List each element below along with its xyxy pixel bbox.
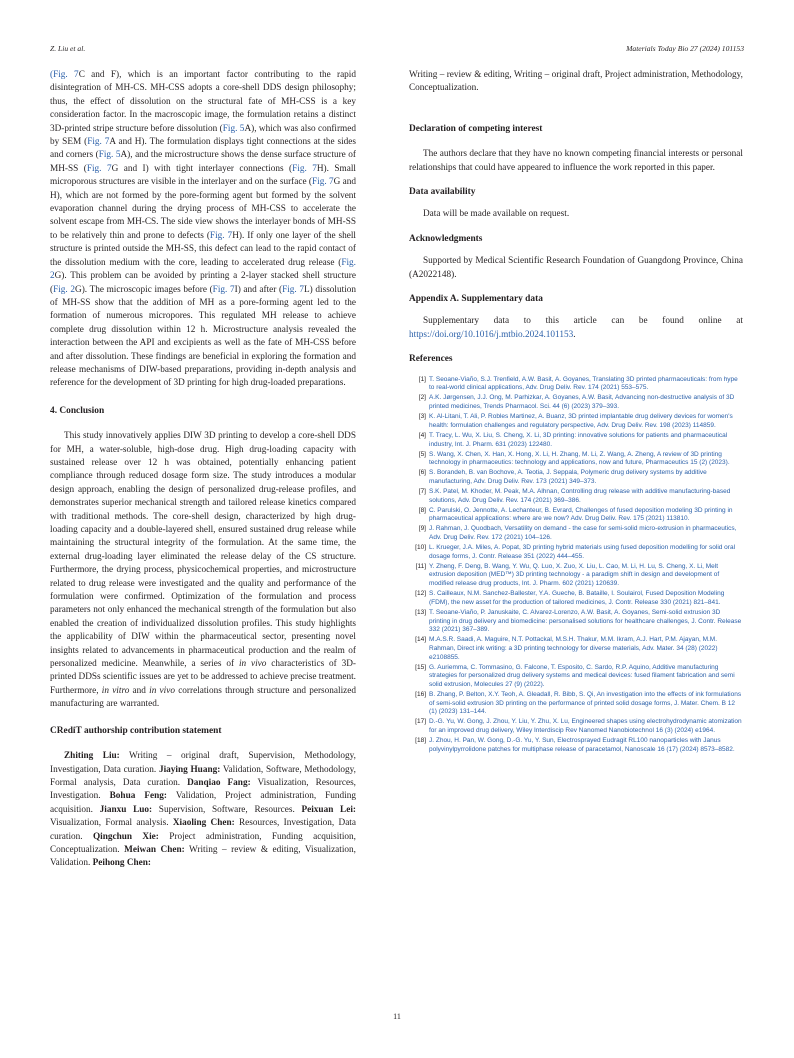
- reference-number: [4]: [418, 431, 426, 439]
- reference-link[interactable]: K. Al-Litani, T. Ali, P. Robles Martinez, A. Buanz, 3D printed implantable drug delivery devices for women's health: formulation challenges and regulatory perspective, Adv. Drug Deliv. Rev. 198 (2023) 114859.: [429, 413, 733, 429]
- credit-paragraph-continued: Writing – review & editing, Writing – original draft, Project administration, Methodology, Conceptualization.: [409, 70, 743, 94]
- italic-term: in vivo: [238, 659, 267, 670]
- text-run: Validation, Software, Methodology, Formal analysis, Data curation.: [50, 764, 356, 788]
- text-run: Resources, Investigation, Data curation.: [50, 818, 356, 842]
- author-name: Peixuan Lei:: [301, 804, 356, 815]
- text-run: L) dissolution of MH-SS show that the addition of MH as a pore-forming agent led to the formation of numerous micropores. This regulated MH release to achieve complete drug dissolution within 12 h. Microstructure analysis revealed the interaction between the API and excipients as well as the fate of MH-CSS before and after dissolution. These findings are beneficial in exploring the formation and release mechanisms of DIW-based preparations, providing in-depth analysis and reference for the development of 3D printing for high drug-loaded preparations.: [50, 284, 357, 389]
- text-run: Validation, Project administration, Funding acquisition.: [50, 791, 356, 815]
- text-run: A and H). The formulation displays tight connections at the sides and corners (: [50, 137, 356, 161]
- references-heading: References: [409, 354, 453, 365]
- text-run: I) and after (: [234, 284, 283, 295]
- text-run: G). The microscopic images before (: [75, 284, 213, 295]
- author-name: Zhiting Liu:: [64, 751, 120, 762]
- reference-item: [409, 590, 743, 607]
- competing-interest-text: The authors declare that they have no known competing financial interests or personal relationships that could have appeared to influence the work reported in this paper.: [409, 149, 743, 173]
- data-availability-heading: Data availability: [409, 187, 476, 198]
- reference-link[interactable]: T. Seoane-Viaño, S.J. Trenfield, A.W. Basit, A. Goyanes, Translating 3D printed pharmaceuticals: from hype to real-world clinical applications, Adv. Drug Deliv. Rev. 174 (2021) 553–575.: [429, 375, 738, 392]
- reference-item: [409, 691, 743, 717]
- reference-number: [6]: [418, 469, 426, 477]
- reference-link[interactable]: C. Parulski, O. Jennotte, A. Lechanteur, B. Evrard, Challenges of fused deposition modeling 3D printing in pharmaceutical applications: where are we now? Adv. Drug Deliv. Rev. 175 (2021) 113810.: [429, 506, 733, 523]
- reference-item: [409, 609, 743, 635]
- reference-link[interactable]: T. Seoane-Viaño, P. Januskaite, C. Alvarez-Lorenzo, A.W. Basit, A. Goyanes, Semi-solid extrusion 3D printing in drug delivery and biomedicine: personalised solutions for healthcare challenges, J. Contr. Release 332 (2021) 367–389.: [429, 608, 742, 634]
- reference-item: [409, 432, 743, 449]
- text-run: Visualization, Resources, Investigation.: [50, 777, 356, 802]
- conclusion-heading: 4. Conclusion: [50, 405, 105, 416]
- text-run: .: [573, 329, 576, 340]
- reference-number: [12]: [415, 590, 426, 598]
- author-name: Meiwan Chen:: [124, 844, 185, 855]
- cross-reference-link[interactable]: Fig. 2: [53, 284, 76, 295]
- text-run: Visualization, Formal analysis.: [50, 818, 173, 829]
- text-run: G and H), which are not formed by the pore-forming agent but formed by the solvent evaporation channel during the drying process of MH-CSS to accelerate the solvent escape from MH-CS. The side view shows the interlayer bonds of MH-SS to be relatively thin and prone to defects (: [50, 177, 356, 241]
- cross-reference-link[interactable]: Fig. 7: [86, 163, 112, 174]
- reference-item: [409, 563, 743, 589]
- reference-number: [10]: [415, 544, 426, 552]
- cross-reference-link[interactable]: Fig. 5: [98, 150, 121, 161]
- reference-link[interactable]: T. Tracy, L. Wu, X. Liu, S. Cheng, X. Li, 3D printing: innovative solutions for patients and pharmaceutical industry, Int. J. Pharm. 631 (2023) 122480.: [429, 431, 728, 448]
- acknowledgments-heading: Acknowledgments: [409, 233, 483, 244]
- reference-item: [409, 394, 743, 411]
- data-availability-text: Data will be made available on request.: [423, 209, 570, 220]
- reference-item: [409, 469, 743, 486]
- running-head: [50, 44, 744, 58]
- text-run: H). Small microporous structures are visible in the interlayer and on the surface (: [50, 163, 356, 188]
- text-run: A), which was also confirmed by SEM (: [50, 123, 356, 148]
- running-head-authors: Z. Liu et al.: [50, 44, 86, 53]
- text-run: C and F), which is an important factor contributing to the rapid disintegration of MH-CS. MH-CSS adopts a core-shell DDS design philosophy; thus, the effect of dissolution on the structural fate of MH-CSS is a key consideration factor. In the macroscopic image, the formulation retains a distinct 3D-printed stripe structure before dissolution (: [50, 70, 357, 134]
- reference-link[interactable]: J. Zhou, H. Pan, W. Gong, D.-G. Yu, Y. Sun, Electrosprayed Eudragit RL100 nanoparticles with Janus polyvinylpyrrolidone patches for multiphase release of paracetamol, Nanoscale 16 (17) (2024) 8573–8582.: [429, 737, 735, 753]
- italic-term: in vivo: [149, 685, 175, 696]
- reference-link[interactable]: S.K. Patel, M. Khoder, M. Peak, M.A. Alhnan, Controlling drug release with additive manufacturing-based solutions, Adv. Drug Deliv. Rev. 174 (2021) 369–386.: [429, 487, 731, 504]
- text-run: Supplementary data to this article can be found online at: [423, 316, 743, 327]
- reference-number: [9]: [418, 525, 426, 533]
- italic-term: in vitro: [101, 685, 130, 696]
- reference-number: [1]: [418, 375, 426, 383]
- reference-item: [409, 413, 743, 430]
- text-run: Writing – review & editing, Visualization, Validation.: [50, 844, 356, 869]
- author-name: Jiaying Huang:: [158, 764, 221, 775]
- credit-paragraph: [50, 750, 356, 871]
- reference-item: [409, 636, 743, 662]
- text-run: This study innovatively applies DIW 3D printing to develop a core-shell DDS for MH, a water-soluble, high-dose drug. High drug-loading capacity with sustained release over 12 h was obtained, potentially enhancing patient compliance through reduced dosage form size. The study introduces a modular design approach, enabling the design of personalized drug-release profiles, and demonstrates superior mechanical strength and tailored release kinetics compared with traditional methods. The core-shell design, characterized by high drug-loading capacity and a double-layered shell, ensured sustained drug release while maintaining the structural integrity of the formulation. At the same time, the external drug-loading layer eliminated the release delay of the CS structure. Furthermore, the drying process, physicochemical properties, and microstructure related to drug release were investigated and the quality and performance of the formulation were confirmed. Optimization of the formulation and process parameters not only enhanced the mechanical strength of the formulation but also enabled the creation of individualized dissolution profiles. This study highlights the applicability of DIW within the pharmaceutical sector, presenting novel insights related to advancements in pharmaceutical production and the realm of personalized medicine. Meanwhile, a series of: [50, 431, 356, 670]
- credit-heading: CRediT authorship contribution statement: [50, 725, 222, 736]
- reference-number: [3]: [418, 413, 426, 421]
- reference-link[interactable]: S. Borandeh, B. van Bochove, A. Teotia, J. Seppala, Polymeric drug delivery systems by additive manufacturing, Adv. Drug Deliv. Rev. 173 (2021) 349–373.: [429, 469, 707, 485]
- reference-number: [8]: [418, 506, 426, 514]
- body-paragraph-structure: [50, 69, 356, 391]
- conclusion-paragraph: [50, 430, 356, 712]
- reference-link[interactable]: Y. Zheng, F. Deng, B. Wang, Y. Wu, Q. Luo, X. Zuo, X. Liu, L. Cao, M. Li, H. Lu, S. Cheng, X. Li, Melt extrusion deposition (MED™) 3D printing technology - a paradigm shift in design and development of modified release drug products, Int. J. Pharm. 602 (2021) 120639.: [429, 562, 720, 588]
- cross-reference-link[interactable]: Fig. 7: [209, 230, 233, 241]
- right-column: [409, 69, 743, 756]
- reference-link[interactable]: S. Wang, X. Chen, X. Han, X. Hong, X. Li, H. Zhang, M. Li, Z. Wang, A. Zheng, A review of 3D printing technology in pharmaceutics: technology and applications, now and future, Pharmaceutics 15 (2) (2023).: [429, 450, 730, 467]
- running-head-journal: Materials Today Bio 27 (2024) 101153: [626, 44, 744, 53]
- text-run: correlations through structure and personalized manufacturing are warranted.: [50, 685, 356, 710]
- acknowledgments-text: Supported by Medical Scientific Research Foundation of Guangdong Province, China (A2022148).: [409, 256, 743, 280]
- reference-link[interactable]: S. Cailleaux, N.M. Sanchez-Ballester, Y.A. Gueche, B. Bataille, I. Soulairol, Fused Deposition Modeling (FDM), the new asset for the production of tailored medicines, J. Contr. Release 330 (2021) 821–841.: [429, 590, 725, 606]
- reference-number: [13]: [415, 608, 426, 616]
- text-run: and: [129, 685, 150, 696]
- reference-item: [409, 507, 743, 524]
- author-name: Qingchun Xie:: [92, 831, 159, 842]
- cross-reference-link[interactable]: Fig. 7: [312, 177, 334, 188]
- reference-item: [409, 488, 743, 505]
- reference-number: [18]: [415, 737, 426, 745]
- appendix-text: [409, 315, 743, 342]
- cross-reference-link[interactable]: Fig. 7: [212, 284, 235, 295]
- text-run: G). This problem can be avoided by printing a 2-layer stacked shell structure (: [50, 271, 356, 295]
- reference-number: [7]: [418, 487, 426, 495]
- reference-item: [409, 664, 743, 690]
- text-run: Writing – original draft, Supervision, Methodology, Investigation, Data curation.: [50, 751, 356, 775]
- reference-link[interactable]: L. Krueger, J.A. Miles, A. Popat, 3D printing hybrid materials using fused deposition modelling for solid oral dosage forms, J. Contr. Release 351 (2022) 444–455.: [429, 544, 736, 560]
- reference-item: [409, 737, 743, 754]
- reference-number: [11]: [415, 562, 426, 570]
- reference-number: [2]: [418, 394, 426, 402]
- reference-link[interactable]: M.A.S.R. Saadi, A. Maguire, N.T. Pottackal, M.S.H. Thakur, M.M. Ikram, A.J. Hart, P.M. Ajayan, M.M. Rahman, Direct ink writing: a 3D printing technology for diverse materials, Adv. Mater. 34 (28) (2022) e2108855.: [429, 636, 718, 661]
- cross-reference-link[interactable]: (Fig. 7: [50, 70, 79, 80]
- reference-number: [14]: [415, 636, 426, 644]
- reference-number: [16]: [415, 691, 426, 699]
- reference-link[interactable]: A.K. Jørgensen, J.J. Ong, M. Parhizkar, A. Goyanes, A.W. Basit, Advancing non-destructive analysis of 3D printed medicines, Trends Pharmacol. Sci. 44 (6) (2023) 379–393.: [429, 394, 735, 411]
- reference-link[interactable]: G. Auriemma, C. Tommasino, G. Falcone, T. Esposito, C. Sardo, R.P. Aquino, Additive manufacturing strategies for personalized drug delivery systems and medical devices: fused filament fabrication and semi solid extrusion, Molecules 27 (9) (2022).: [429, 663, 735, 689]
- reference-link[interactable]: J. Rahman, J. Quodbach, Versatility on demand - the case for semi-solid micro-extrusion in pharmaceutics, Adv. Drug Deliv. Rev. 172 (2021) 104–126.: [429, 525, 737, 542]
- reference-number: [17]: [415, 718, 426, 726]
- cross-reference-link[interactable]: Fig. 2: [50, 257, 356, 282]
- reference-item: [409, 376, 743, 393]
- text-run: G and I) with tight interlayer connections (: [111, 163, 293, 174]
- text-run: Supervision, Software, Resources.: [152, 804, 302, 815]
- cross-reference-link[interactable]: https://doi.org/10.1016/j.mtbio.2024.101153: [409, 329, 574, 340]
- text-run: characteristics of 3D-printed DDSs scientific issues are yet to be addressed to achieve precise treatment. Furthermore,: [50, 659, 356, 696]
- left-column: [50, 69, 356, 871]
- text-run: Project administration, Funding acquisition, Conceptualization.: [50, 831, 356, 855]
- reference-item: [409, 718, 743, 735]
- reference-number: [15]: [415, 663, 426, 671]
- reference-number: [5]: [418, 450, 426, 458]
- cross-reference-link[interactable]: Fig. 5: [222, 123, 245, 134]
- cross-reference-link[interactable]: Fig. 7: [292, 163, 317, 174]
- appendix-heading: Appendix A. Supplementary data: [409, 294, 543, 305]
- reference-list: [409, 376, 743, 755]
- text-run: H). If only one layer of the shell structure is printed outside the MH-SS, this defect can lead to the rapid contact of the dissolution medium with the core, leading to accelerated drug release (: [50, 230, 356, 268]
- reference-item: [409, 525, 743, 542]
- author-name: Peihong Chen:: [92, 858, 151, 869]
- author-name: Danqiao Fang:: [187, 777, 251, 788]
- author-name: Jianxu Luo:: [99, 804, 153, 815]
- reference-link[interactable]: B. Zhang, P. Belton, X.Y. Teoh, A. Gleadall, R. Bibb, S. Qi, An investigation into the effects of ink formulations of semi-solid extrusion 3D printing on the performance of printed solid dosage forms, J. Mater. Chem. B 12 (1) (2023) 131–144.: [429, 691, 742, 716]
- cross-reference-link[interactable]: Fig. 7: [87, 137, 110, 148]
- author-name: Xiaoling Chen:: [172, 818, 235, 829]
- reference-item: [409, 451, 743, 468]
- text-run: A), and the microstructure shows the dense surface structure of MH-SS (: [50, 150, 356, 174]
- competing-interest-heading: Declaration of competing interest: [409, 123, 543, 134]
- cross-reference-link[interactable]: Fig. 7: [282, 284, 305, 295]
- reference-item: [409, 544, 743, 561]
- author-name: Bohua Feng:: [109, 791, 167, 802]
- reference-link[interactable]: D.-G. Yu, W. Gong, J. Zhou, Y. Liu, Y. Zhu, X. Lu, Engineered shapes using electrohydrodynamic atomization for an improved drug delivery, Wiley Interdiscip Rev Nanomed Nanobiotechnol 16 (3) (2024) e1964.: [429, 718, 742, 735]
- page-number: 11: [393, 1012, 401, 1021]
